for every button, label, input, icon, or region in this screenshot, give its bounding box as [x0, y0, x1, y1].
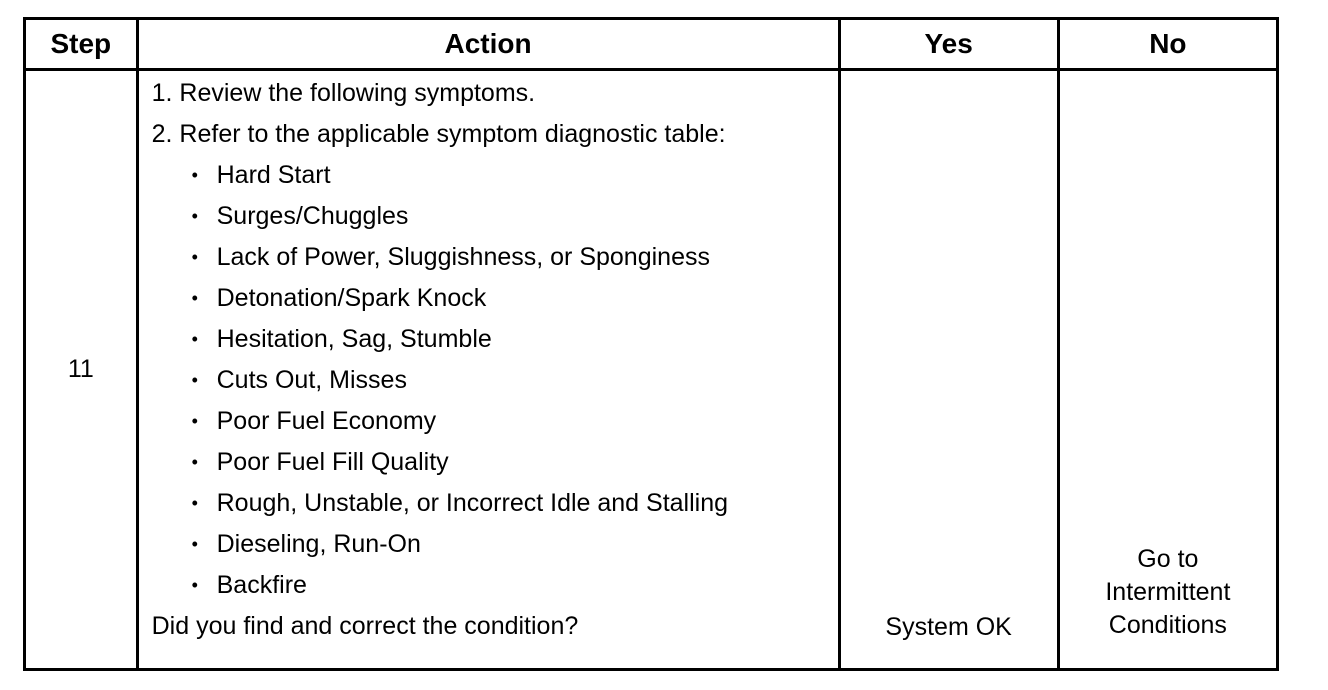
list-item — [152, 196, 838, 237]
yes-result-text: System OK — [885, 613, 1012, 641]
symptom-label: Cuts Out, Misses — [216, 366, 407, 394]
list-item — [152, 442, 838, 483]
list-item — [152, 401, 838, 442]
step-header: Step — [25, 19, 138, 70]
instruction-review: 1. Review the following symptoms. — [151, 79, 536, 107]
header-row — [25, 19, 1278, 70]
yes-header: Yes — [839, 19, 1058, 70]
no-result-line: Conditions — [1108, 611, 1227, 639]
symptom-label: Surges/Chuggles — [216, 202, 409, 230]
list-item — [152, 278, 838, 319]
bullet-icon: • — [191, 206, 198, 226]
no-header: No — [1058, 19, 1277, 70]
symptom-label: Dieseling, Run-On — [216, 530, 421, 558]
step-number: 11 — [25, 70, 138, 670]
symptom-label: Poor Fuel Economy — [216, 407, 437, 435]
list-item — [152, 319, 838, 360]
no-result-text — [1078, 543, 1258, 642]
no-result-line: Intermittent — [1105, 578, 1231, 606]
list-item — [152, 524, 838, 565]
bullet-icon: • — [191, 575, 198, 595]
action-header: Action — [137, 19, 839, 70]
symptom-label: Rough, Unstable, or Incorrect Idle and Stalling — [216, 489, 729, 517]
symptom-label: Hard Start — [216, 161, 331, 189]
symptom-label: Poor Fuel Fill Quality — [216, 448, 449, 476]
bullet-icon: • — [191, 247, 198, 267]
bullet-icon: • — [191, 329, 198, 349]
instruction-refer: 2. Refer to the applicable symptom diagnostic table: — [151, 120, 726, 148]
symptom-label: Detonation/Spark Knock — [216, 284, 487, 312]
symptom-list — [152, 155, 838, 606]
symptom-label: Lack of Power, Sluggishness, or Sponginess — [216, 243, 710, 271]
symptom-label: Hesitation, Sag, Stumble — [216, 325, 492, 353]
bullet-icon: • — [191, 534, 198, 554]
no-result — [1058, 70, 1277, 670]
list-item — [152, 237, 838, 278]
list-item — [152, 483, 838, 524]
bullet-icon: • — [191, 165, 198, 185]
bullet-icon: • — [191, 493, 198, 513]
list-item — [152, 155, 838, 196]
bullet-icon: • — [191, 452, 198, 472]
action-cell — [137, 70, 839, 670]
no-result-line: Go to — [1137, 545, 1199, 573]
symptom-label: Backfire — [216, 571, 307, 599]
list-item — [152, 360, 838, 401]
diagnostic-table — [23, 17, 1279, 671]
bullet-icon: • — [191, 370, 198, 390]
yes-result — [839, 70, 1058, 670]
condition-question: Did you find and correct the condition? — [151, 612, 579, 640]
table-row — [25, 70, 1278, 670]
bullet-icon: • — [191, 288, 198, 308]
bullet-icon: • — [191, 411, 198, 431]
list-item — [152, 565, 838, 606]
